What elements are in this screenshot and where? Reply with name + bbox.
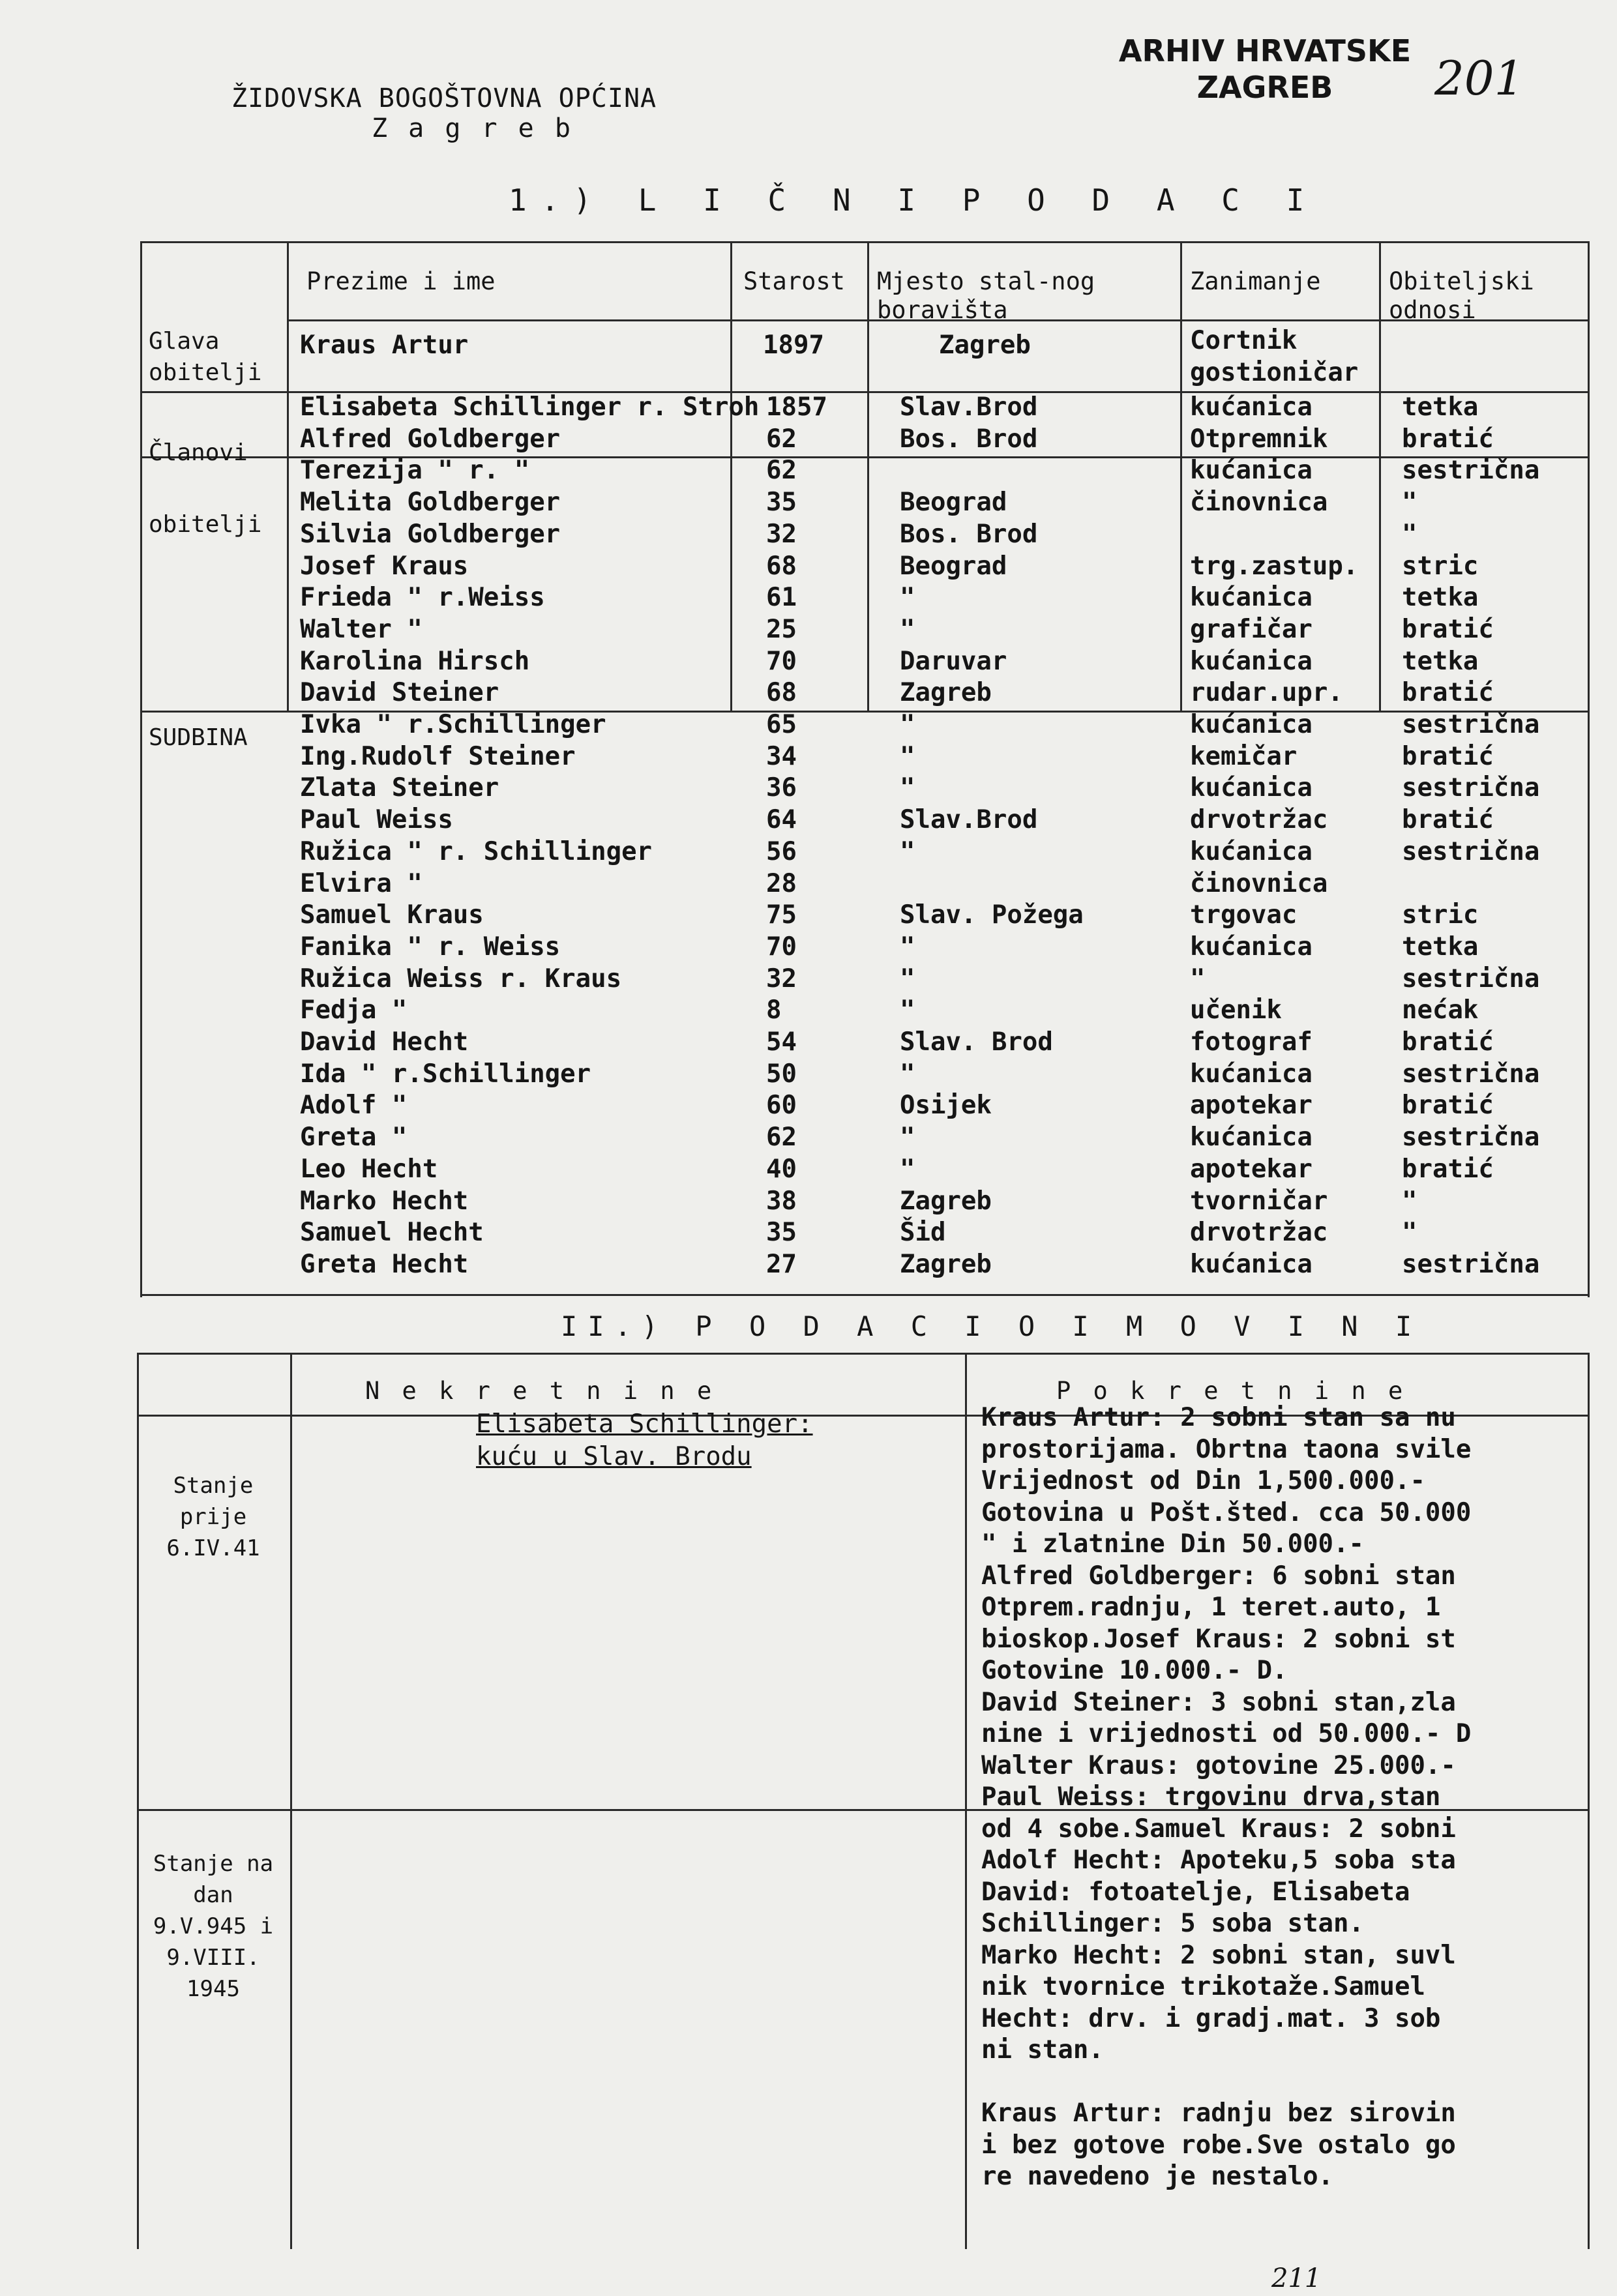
member-residence: " — [900, 710, 915, 739]
col-residence-header: Mjesto stal-nog boravišta — [877, 267, 1095, 324]
movable-line: nik tvornice trikotaže.Samuel — [981, 1972, 1425, 2001]
member-occupation: kućanica — [1190, 773, 1313, 802]
member-age: 62 — [766, 456, 797, 485]
movable-line: Kraus Artur: radnju bez sirovin — [981, 2098, 1456, 2128]
member-relation: " — [1402, 488, 1417, 517]
member-age: 54 — [766, 1027, 797, 1057]
organization-city: Z a g r e b — [372, 113, 573, 143]
member-name: Elisabeta Schillinger r. Stroh — [300, 392, 760, 422]
member-relation: bratić — [1402, 615, 1494, 644]
member-occupation: rudar.upr. — [1190, 678, 1343, 707]
member-occupation: kemičar — [1190, 742, 1298, 771]
member-name: Elvira " — [300, 869, 423, 898]
member-name: Leo Hecht — [300, 1155, 438, 1184]
member-name: Fanika " r. Weiss — [300, 932, 561, 962]
movable-line: Walter Kraus: gotovine 25.000.- — [981, 1751, 1456, 1780]
movable-line: Otprem.radnju, 1 teret.auto, 1 — [981, 1593, 1441, 1622]
member-occupation: drvotržac — [1190, 1218, 1328, 1247]
member-residence: Zagreb — [900, 1250, 992, 1279]
member-age: 8 — [766, 995, 782, 1025]
member-occupation: kućanica — [1190, 392, 1313, 422]
movable-line: i bez gotove robe.Sve ostalo go — [981, 2130, 1456, 2160]
col-name-header: Prezime i ime — [306, 267, 496, 295]
member-relation: " — [1402, 1218, 1417, 1247]
member-name: Adolf " — [300, 1091, 408, 1120]
col-age-header: Starost — [743, 267, 845, 295]
member-name: Ivka " r.Schillinger — [300, 710, 606, 739]
member-name: Karolina Hirsch — [300, 647, 530, 676]
member-occupation: " — [1190, 964, 1206, 993]
member-residence: " — [900, 995, 915, 1025]
member-residence: Beograd — [900, 488, 1007, 517]
member-residence: " — [900, 615, 915, 644]
member-name: Samuel Hecht — [300, 1218, 484, 1247]
label-head-of-family: Glava obitelji — [149, 328, 262, 386]
member-age: 70 — [766, 647, 797, 676]
member-name: Zlata Steiner — [300, 773, 499, 802]
member-occupation: kućanica — [1190, 837, 1313, 866]
period-before-label: Stanje prije 6.IV.41 — [166, 1473, 260, 1561]
member-name: Terezija " r. " — [300, 456, 530, 485]
member-name: Ružica " r. Schillinger — [300, 837, 653, 866]
member-relation: sestrična — [1402, 710, 1540, 739]
member-age: 38 — [766, 1186, 797, 1216]
member-name: Ružica Weiss r. Kraus — [300, 964, 622, 993]
movable-line: Paul Weiss: trgovinu drva,stan — [981, 1782, 1441, 1812]
member-name: Walter " — [300, 615, 423, 644]
member-occupation: apotekar — [1190, 1091, 1313, 1120]
member-residence: " — [900, 583, 915, 612]
member-residence: Bos. Brod — [900, 424, 1038, 454]
member-residence: Beograd — [900, 552, 1007, 581]
movable-line: ni stan. — [981, 2035, 1104, 2065]
member-residence: Šid — [900, 1218, 946, 1247]
member-age: 75 — [766, 900, 797, 930]
member-relation: bratić — [1402, 1091, 1494, 1120]
member-residence: Slav.Brod — [900, 392, 1038, 422]
member-age: 70 — [766, 932, 797, 962]
movable-line: od 4 sobe.Samuel Kraus: 2 sobni — [981, 1814, 1456, 1844]
member-occupation: učenik — [1190, 995, 1282, 1025]
member-relation: sestrična — [1402, 456, 1540, 485]
col-immovable-header: N e k r e t n i n e — [365, 1377, 716, 1405]
movable-line: Kraus Artur: 2 sobni stan sa nu — [981, 1403, 1456, 1432]
movable-line: Schillinger: 5 soba stan. — [981, 1909, 1364, 1938]
member-occupation: fotograf — [1190, 1027, 1313, 1057]
archive-stamp — [1108, 33, 1421, 106]
member-name: David Hecht — [300, 1027, 469, 1057]
movable-line: prostorijama. Obrtna taona svile — [981, 1435, 1472, 1464]
member-age: 65 — [766, 710, 797, 739]
movable-line: Gotovina u Pošt.šted. cca 50.000 — [981, 1498, 1472, 1527]
member-relation: sestrična — [1402, 837, 1540, 866]
head-occupation: Cortnik gostioničar — [1190, 326, 1359, 387]
member-age: 50 — [766, 1059, 797, 1089]
member-age: 62 — [766, 1123, 797, 1152]
period-after-label: Stanje na dan 9.V.945 i 9.VIII. 1945 — [153, 1851, 274, 2002]
member-age: 35 — [766, 488, 797, 517]
member-relation: bratić — [1402, 1155, 1494, 1184]
member-residence: " — [900, 1059, 915, 1089]
col-movable-header: P o k r e t n i n e — [1056, 1377, 1407, 1405]
member-age: 34 — [766, 742, 797, 771]
movable-line: nine i vrijednosti od 50.000.- D — [981, 1719, 1472, 1748]
archive-stamp-line1: ARHIV HRVATSKE — [1118, 33, 1412, 68]
member-residence: " — [900, 1123, 915, 1152]
head-residence: Zagreb — [939, 331, 1031, 360]
member-occupation: kućanica — [1190, 1123, 1313, 1152]
member-name: Alfred Goldberger — [300, 424, 561, 454]
member-age: 68 — [766, 678, 797, 707]
organization-name: ŽIDOVSKA BOGOŠTOVNA OPĆINA — [231, 83, 657, 113]
movable-line: bioskop.Josef Kraus: 2 sobni st — [981, 1625, 1456, 1654]
member-relation: sestrična — [1402, 1250, 1540, 1279]
member-occupation: trgovac — [1190, 900, 1298, 930]
member-age: 56 — [766, 837, 797, 866]
member-age: 36 — [766, 773, 797, 802]
member-occupation: kućanica — [1190, 1059, 1313, 1089]
member-age: 28 — [766, 869, 797, 898]
member-occupation: drvotržac — [1190, 805, 1328, 834]
col-relation-header: Obiteljski odnosi — [1389, 267, 1534, 324]
member-residence: " — [900, 1155, 915, 1184]
member-age: 25 — [766, 615, 797, 644]
member-occupation: grafičar — [1190, 615, 1313, 644]
member-relation: sestrična — [1402, 773, 1540, 802]
member-occupation: činovnica — [1190, 488, 1328, 517]
footer-folio: 211 — [1271, 2263, 1322, 2293]
member-age: 32 — [766, 520, 797, 549]
member-name: Paul Weiss — [300, 805, 453, 834]
member-relation: bratić — [1402, 678, 1494, 707]
member-residence: " — [900, 773, 915, 802]
movable-line: re navedeno je nestalo. — [981, 2162, 1334, 2191]
archive-stamp-line2: ZAGREB — [1196, 70, 1333, 105]
member-relation: tetka — [1402, 583, 1479, 612]
member-name: Ida " r.Schillinger — [300, 1059, 591, 1089]
member-residence: " — [900, 964, 915, 993]
head-name: Kraus Artur — [300, 331, 469, 360]
member-relation: tetka — [1402, 647, 1479, 676]
member-relation: bratić — [1402, 805, 1494, 834]
member-relation: stric — [1402, 900, 1479, 930]
member-name: Fedja " — [300, 995, 408, 1025]
member-residence: Slav.Brod — [900, 805, 1038, 834]
member-residence: Slav. Brod — [900, 1027, 1053, 1057]
member-residence: " — [900, 742, 915, 771]
label-fate: SUDBINA — [149, 724, 248, 751]
member-age: 60 — [766, 1091, 797, 1120]
member-occupation: trg.zastup. — [1190, 552, 1359, 581]
member-relation: " — [1402, 1186, 1417, 1216]
folio-number: 201 — [1434, 51, 1524, 106]
member-relation: sestrična — [1402, 964, 1540, 993]
movable-line: Hecht: drv. i gradj.mat. 3 sob — [981, 2004, 1441, 2033]
section-2-title: II.) P O D A C I O I M O V I N I — [561, 1310, 1423, 1342]
member-name: Josef Kraus — [300, 552, 469, 581]
member-age: 68 — [766, 552, 797, 581]
movable-line: Marko Hecht: 2 sobni stan, suvl — [981, 1941, 1456, 1970]
member-residence: Daruvar — [900, 647, 1007, 676]
member-name: Ing.Rudolf Steiner — [300, 742, 576, 771]
member-occupation: apotekar — [1190, 1155, 1313, 1184]
member-name: Silvia Goldberger — [300, 520, 561, 549]
member-relation: bratić — [1402, 1027, 1494, 1057]
member-occupation: kućanica — [1190, 456, 1313, 485]
movable-line: Alfred Goldberger: 6 sobni stan — [981, 1561, 1456, 1591]
member-relation: bratić — [1402, 424, 1494, 454]
member-name: Frieda " r.Weiss — [300, 583, 545, 612]
member-relation: sestrična — [1402, 1059, 1540, 1089]
member-residence: Bos. Brod — [900, 520, 1038, 549]
section-1-title: 1.) L I Č N I P O D A C I — [509, 183, 1319, 218]
member-name: Marko Hecht — [300, 1186, 469, 1216]
member-occupation: kućanica — [1190, 710, 1313, 739]
member-age: 27 — [766, 1250, 797, 1279]
immovable-owner: Elisabeta Schillinger: — [476, 1409, 813, 1439]
member-name: Melita Goldberger — [300, 488, 561, 517]
member-age: 1857 — [766, 392, 827, 422]
member-residence: Slav. Požega — [900, 900, 1084, 930]
member-name: Samuel Kraus — [300, 900, 484, 930]
member-relation: nećak — [1402, 995, 1479, 1025]
movable-line: Gotovine 10.000.- D. — [981, 1656, 1288, 1685]
head-age: 1897 — [763, 331, 824, 360]
member-relation: tetka — [1402, 932, 1479, 962]
member-name: Greta Hecht — [300, 1250, 469, 1279]
movable-line: Vrijednost od Din 1,500.000.- — [981, 1466, 1425, 1495]
member-occupation: kućanica — [1190, 932, 1313, 962]
member-residence: Osijek — [900, 1091, 992, 1120]
immovable-description: kuću u Slav. Brodu — [476, 1442, 752, 1471]
member-residence: Zagreb — [900, 678, 992, 707]
movable-line: " i zlatnine Din 50.000.- — [981, 1529, 1364, 1559]
movable-line: David Steiner: 3 sobni stan,zla — [981, 1688, 1456, 1717]
member-relation: bratić — [1402, 742, 1494, 771]
movable-line: Adolf Hecht: Apoteku,5 soba sta — [981, 1846, 1456, 1875]
member-age: 32 — [766, 964, 797, 993]
col-occupation-header: Zanimanje — [1190, 267, 1321, 295]
member-occupation: činovnica — [1190, 869, 1328, 898]
member-name: David Steiner — [300, 678, 499, 707]
member-relation: sestrična — [1402, 1123, 1540, 1152]
member-relation: " — [1402, 520, 1417, 549]
member-age: 62 — [766, 424, 797, 454]
member-age: 35 — [766, 1218, 797, 1247]
member-residence: " — [900, 837, 915, 866]
member-age: 40 — [766, 1155, 797, 1184]
member-age: 61 — [766, 583, 797, 612]
member-occupation: tvorničar — [1190, 1186, 1328, 1216]
label-family-members: Članovi obitelji — [149, 439, 262, 538]
member-occupation: kućanica — [1190, 583, 1313, 612]
member-relation: tetka — [1402, 392, 1479, 422]
member-residence: " — [900, 932, 915, 962]
member-occupation: Otpremnik — [1190, 424, 1328, 454]
member-relation: stric — [1402, 552, 1479, 581]
movable-line: David: fotoatelje, Elisabeta — [981, 1877, 1410, 1907]
member-name: Greta " — [300, 1123, 408, 1152]
member-residence: Zagreb — [900, 1186, 992, 1216]
member-occupation: kućanica — [1190, 1250, 1313, 1279]
member-age: 64 — [766, 805, 797, 834]
member-occupation: kućanica — [1190, 647, 1313, 676]
